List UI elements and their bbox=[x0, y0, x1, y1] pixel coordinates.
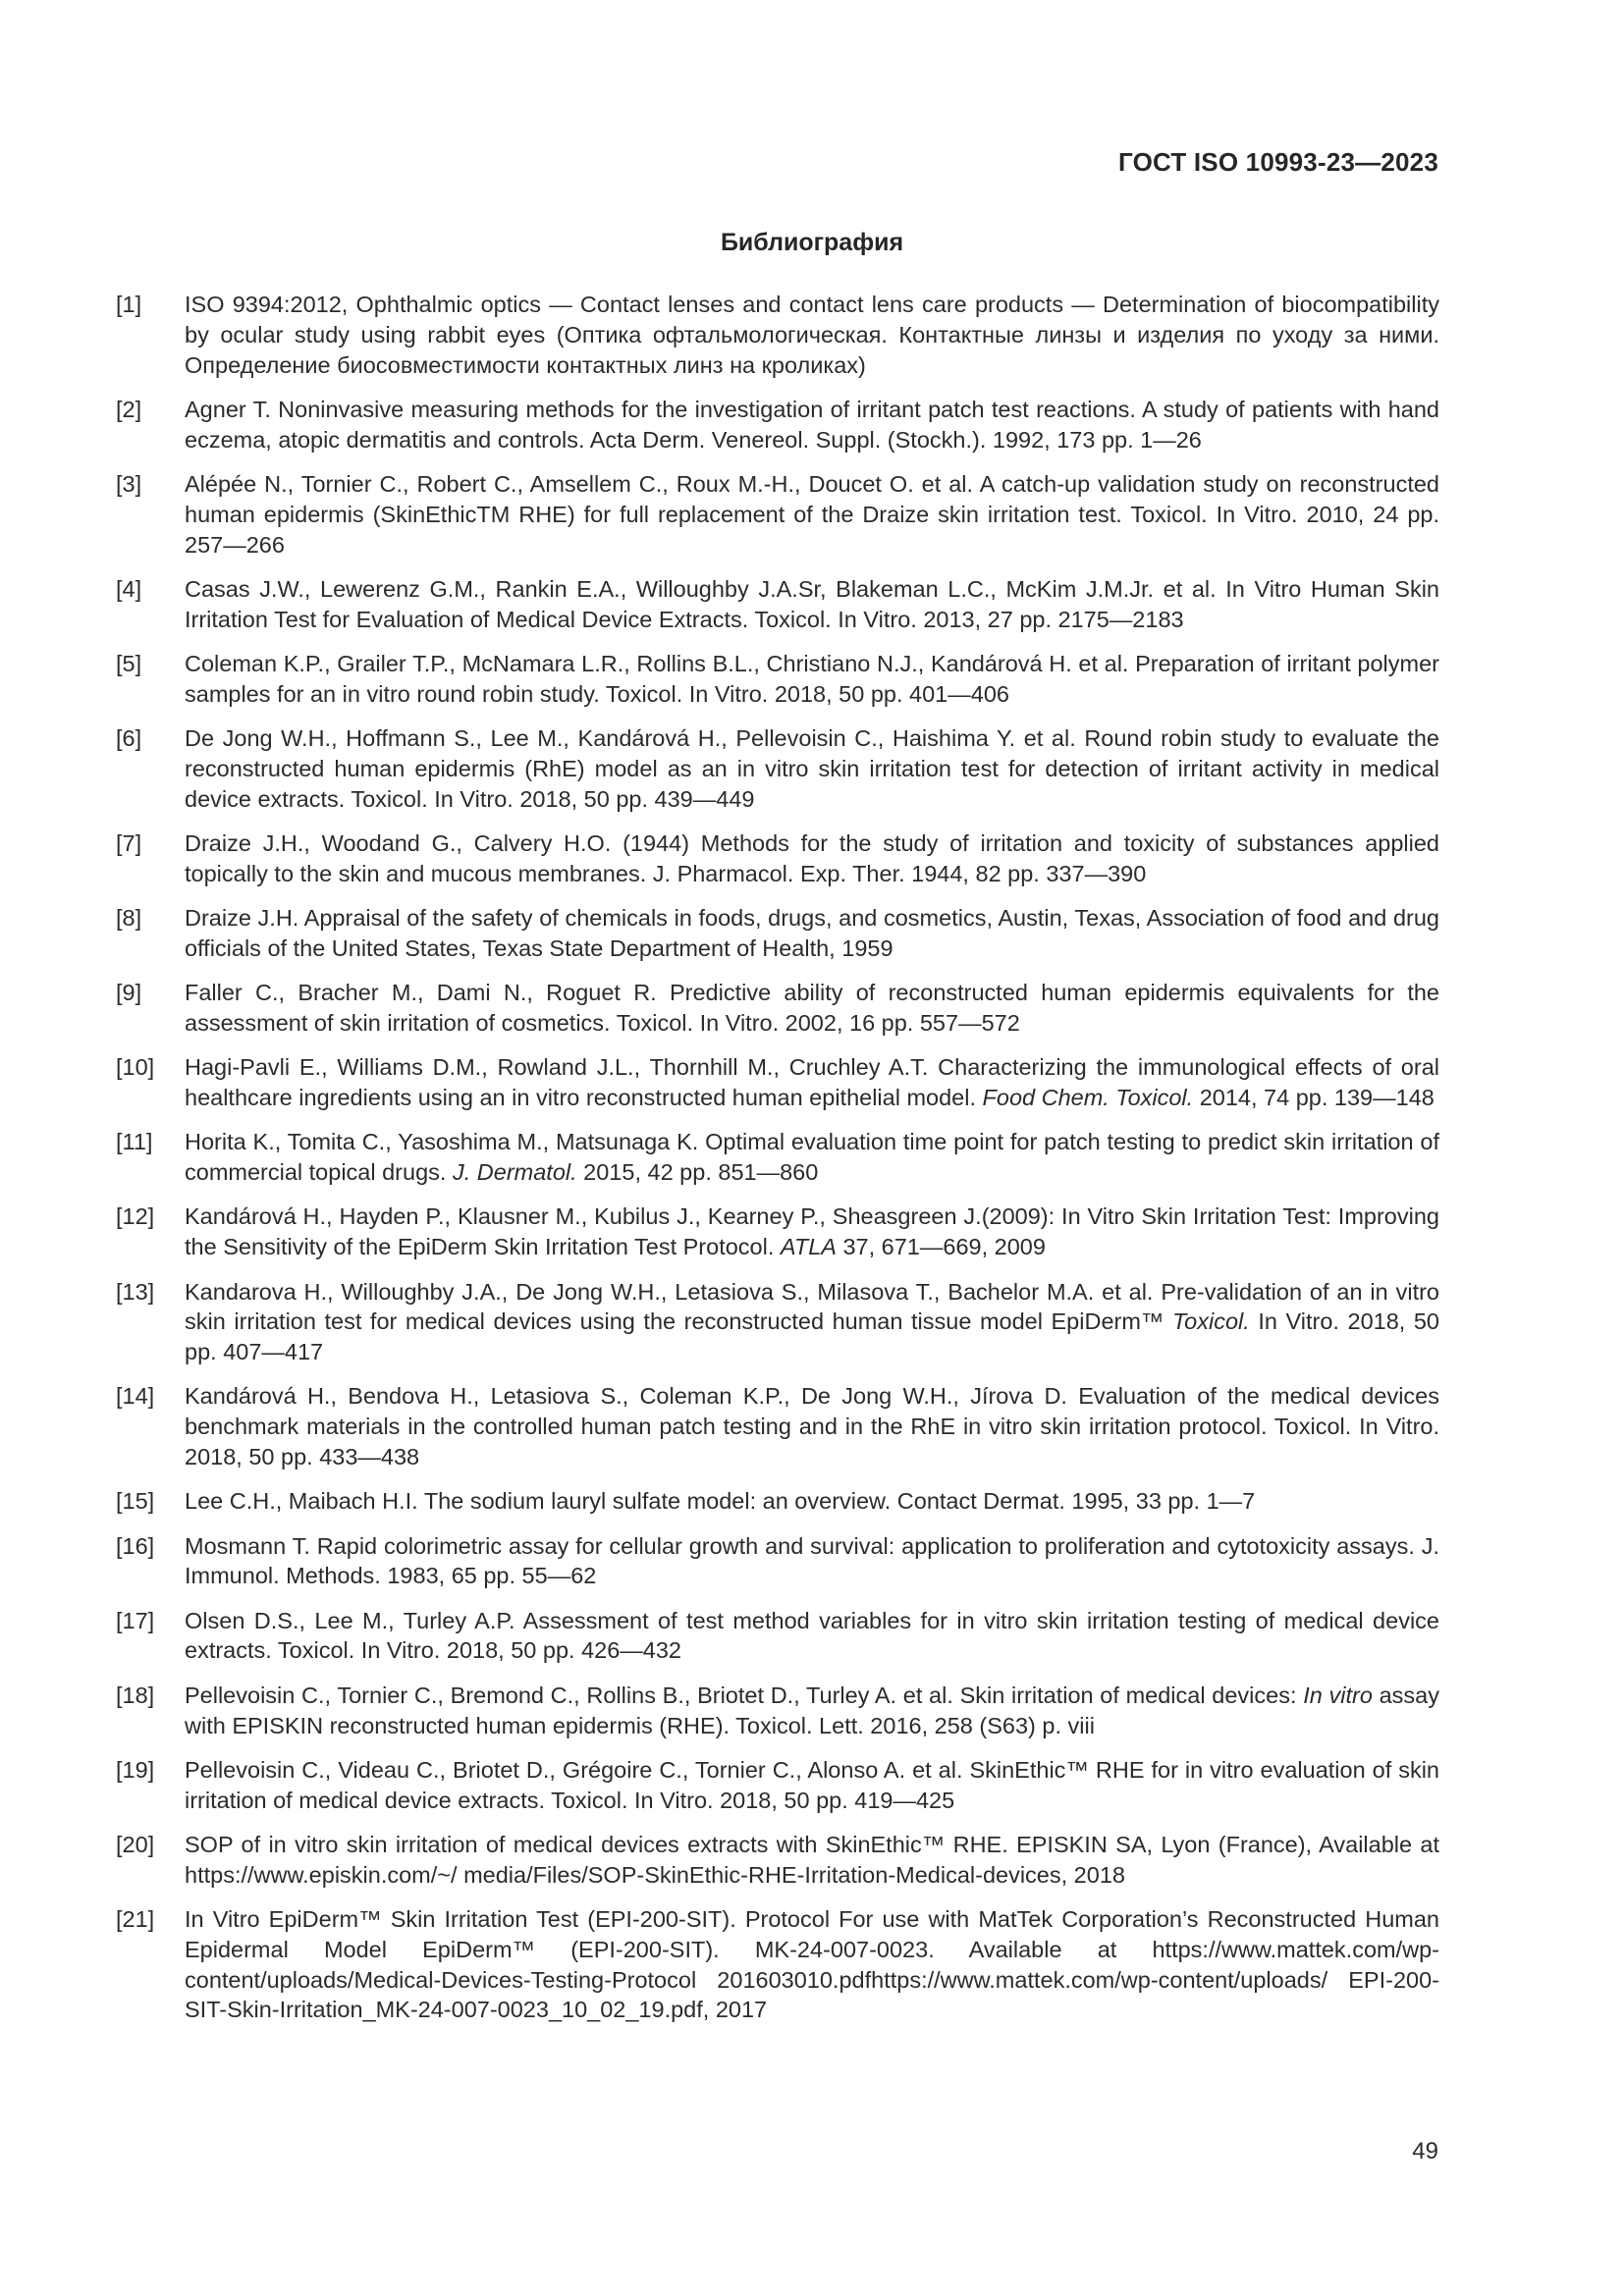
bibliography-entry bbox=[116, 290, 1439, 380]
bibliography-entry-number: [10] bbox=[116, 1054, 155, 1081]
citation-segment: De Jong W.H., Hoffmann S., Lee M., Kandárová H., Pellevoisin C., Haishima Y. et al. Round robin study to evaluate the reconstructed human epidermis (RhE) model as an in vitro skin irritation test for detection of irritant activity in medical device extracts. Toxicol. In Vitro. 2018, 50 pp. 439—449 bbox=[185, 725, 1439, 812]
bibliography-entry bbox=[116, 469, 1439, 560]
bibliography-entry bbox=[116, 1277, 1439, 1367]
bibliography-entry-text bbox=[185, 290, 1439, 380]
citation-segment: Hagi-Pavli E., Williams D.M., Rowland J.L., Thornhill M., Cruchley A.T. Characterizing the immunological effects of oral healthcare ingredients using an in vitro reconstructed human epithelial model. bbox=[185, 1054, 1439, 1111]
bibliography-entry bbox=[116, 1606, 1439, 1667]
citation-segment: SOP of in vitro skin irritation of medical devices extracts with SkinEthic™ RHE. EPISKIN SA, Lyon (France), Available at https://www.episkin.com/~/ media/Files/SOP-SkinEthic-RHE-Irritation-Medical-devices, 2018 bbox=[185, 1831, 1439, 1888]
bibliography-entry bbox=[116, 1904, 1439, 2025]
citation-segment: Draize J.H., Woodand G., Calvery H.O. (1944) Methods for the study of irritation and toxicity of substances applied topically to the skin and mucous membranes. J. Pharmacol. Exp. Ther. 1944, 82 pp. 337—390 bbox=[185, 829, 1439, 886]
bibliography-entry-number: [9] bbox=[116, 980, 142, 1006]
bibliography-entry-number: [13] bbox=[116, 1278, 155, 1305]
bibliography-entry-number: [14] bbox=[116, 1383, 155, 1410]
bibliography-entry bbox=[116, 574, 1439, 635]
italic-citation-segment: Toxicol. bbox=[1171, 1308, 1250, 1335]
bibliography-entry-text bbox=[185, 1606, 1439, 1667]
bibliography-entry-text bbox=[185, 1127, 1439, 1188]
bibliography-entry-text bbox=[185, 978, 1439, 1039]
bibliography-entry-number: [19] bbox=[116, 1756, 155, 1783]
citation-segment: 2015, 42 pp. 851—860 bbox=[576, 1159, 819, 1186]
bibliography-entry-number: [5] bbox=[116, 650, 142, 676]
bibliography-entry-text bbox=[185, 1277, 1439, 1367]
citation-segment: 37, 671—669, 2009 bbox=[836, 1234, 1046, 1260]
bibliography-entry bbox=[116, 395, 1439, 455]
bibliography-entry-text bbox=[185, 574, 1439, 635]
citation-segment: assay with EPISKIN reconstructed human epidermis (RHE). Toxicol. Lett. 2016, 258 (S63) p. viii bbox=[185, 1682, 1439, 1738]
italic-citation-segment: ATLA bbox=[780, 1234, 837, 1260]
bibliography-entry bbox=[116, 1127, 1439, 1188]
bibliography-entry-text bbox=[185, 1755, 1439, 1816]
italic-citation-segment: In vitro bbox=[1303, 1682, 1373, 1708]
bibliography-entry-text bbox=[185, 469, 1439, 560]
bibliography-entry-text bbox=[185, 1830, 1439, 1891]
bibliography-entry bbox=[116, 1681, 1439, 1741]
bibliography-entry-number: [2] bbox=[116, 396, 142, 422]
citation-segment: Olsen D.S., Lee M., Turley A.P. Assessment of test method variables for in vitro skin irritation testing of medical device extracts. Toxicol. In Vitro. 2018, 50 pp. 426—432 bbox=[185, 1607, 1439, 1664]
italic-citation-segment: J. Dermatol. bbox=[452, 1159, 577, 1186]
bibliography-entry-text bbox=[185, 903, 1439, 964]
bibliography-entry-text bbox=[185, 1681, 1439, 1741]
bibliography-entry bbox=[116, 1486, 1439, 1517]
bibliography-entry-number: [6] bbox=[116, 725, 142, 752]
citation-segment: Kandarova H., Willoughby J.A., De Jong W.H., Letasiova S., Milasova T., Bachelor M.A. et al. Pre-validation of an in vitro skin irritation test for medical devices using the reconstructed human tissue model EpiDerm™ bbox=[185, 1278, 1439, 1335]
bibliography-entry-text bbox=[185, 1052, 1439, 1113]
section-title: Библиография bbox=[720, 229, 904, 256]
bibliography-entry bbox=[116, 649, 1439, 710]
bibliography-entry-number: [12] bbox=[116, 1203, 155, 1230]
citation-segment: Lee C.H., Maibach H.I. The sodium lauryl sulfate model: an overview. Contact Dermat. 1995, 33 pp. 1—7 bbox=[185, 1488, 1256, 1515]
citation-segment: Draize J.H. Appraisal of the safety of chemicals in foods, drugs, and cosmetics, Austin, Texas, Association of food and drug officials of the United States, Texas State Department of Health, 1959 bbox=[185, 905, 1439, 961]
bibliography-entry bbox=[116, 723, 1439, 814]
bibliography-entry-number: [3] bbox=[116, 470, 142, 497]
citation-segment: Pellevoisin C., Tornier C., Bremond C., Rollins B., Briotet D., Turley A. et al. Skin irritation of medical devices: bbox=[185, 1682, 1304, 1708]
citation-segment: Casas J.W., Lewerenz G.M., Rankin E.A., Willoughby J.A.Sr, Blakeman L.C., McKim J.M.Jr. et al. In Vitro Human Skin Irritation Test for Evaluation of Medical Device Extracts. Toxicol. In Vitro. 2013, 27 pp. 2175—2183 bbox=[185, 575, 1439, 632]
bibliography-entry-number: [15] bbox=[116, 1488, 155, 1515]
bibliography-entry bbox=[116, 978, 1439, 1039]
citation-segment: Kandárová H., Hayden P., Klausner M., Kubilus J., Kearney P., Sheasgreen J.(2009): In Vitro Skin Irritation Test: Improving the Sensitivity of the EpiDerm Skin Irritation Test Protocol. bbox=[185, 1203, 1439, 1260]
bibliography-list bbox=[116, 290, 1439, 2040]
bibliography-entry bbox=[116, 1755, 1439, 1816]
bibliography-entry-number: [18] bbox=[116, 1682, 155, 1708]
bibliography-entry-text bbox=[185, 1531, 1439, 1592]
bibliography-entry bbox=[116, 1201, 1439, 1262]
bibliography-entry-text bbox=[185, 1486, 1439, 1517]
bibliography-entry-number: [11] bbox=[116, 1129, 153, 1155]
bibliography-entry-number: [7] bbox=[116, 829, 142, 856]
bibliography-entry bbox=[116, 1531, 1439, 1592]
citation-segment: Coleman K.P., Grailer T.P., McNamara L.R., Rollins B.L., Christiano N.J., Kandárová H. et al. Preparation of irritant polymer samples for an in vitro round robin study. Toxicol. In Vitro. 2018, 50 pp. 401—406 bbox=[185, 650, 1439, 707]
bibliography-entry-number: [21] bbox=[116, 1906, 155, 1933]
page-number: 49 bbox=[1412, 2138, 1438, 2164]
document-header-standard-id: ГОСТ ISO 10993-23—2023 bbox=[1118, 147, 1438, 177]
italic-citation-segment: Food Chem. Toxicol. bbox=[982, 1085, 1194, 1111]
bibliography-entry bbox=[116, 828, 1439, 889]
citation-segment: Kandárová H., Bendova H., Letasiova S., Coleman K.P., De Jong W.H., Jírova D. Evaluation of the medical devices benchmark materials in the controlled human patch testing and in the RhE in vitro skin irritation protocol. Toxicol. In Vitro. 2018, 50 pp. 433—438 bbox=[185, 1383, 1439, 1469]
bibliography-entry bbox=[116, 1381, 1439, 1471]
citation-segment: Horita K., Tomita C., Yasoshima M., Matsunaga K. Optimal evaluation time point for patch testing to predict skin irritation of commercial topical drugs. bbox=[185, 1129, 1439, 1186]
citation-segment: Pellevoisin C., Videau C., Briotet D., Grégoire C., Tornier C., Alonso A. et al. SkinEthic™ RHE for in vitro evaluation of skin irritation of medical device extracts. Toxicol. In Vitro. 2018, 50 pp. 419—425 bbox=[185, 1756, 1439, 1813]
citation-segment: Alépée N., Tornier C., Robert C., Amsellem C., Roux M.-H., Doucet O. et al. A catch-up validation study on reconstructed human epidermis (SkinEthicTM RHE) for full replacement of the Draize skin irritation test. Toxicol. In Vitro. 2010, 24 pp. 257—266 bbox=[185, 470, 1439, 558]
bibliography-entry-number: [17] bbox=[116, 1607, 155, 1633]
citation-segment: ISO 9394:2012, Ophthalmic optics — Contact lenses and contact lens care products — Determination of biocompatibility by ocular study using rabbit eyes (Оптика офтальмологическая. Контактные линзы и изделия по уходу за ними. Определение биосовместимости контактных линз на кроликах) bbox=[185, 292, 1439, 378]
bibliography-entry-number: [16] bbox=[116, 1532, 155, 1559]
bibliography-entry-number: [4] bbox=[116, 575, 142, 602]
citation-segment: Faller C., Bracher M., Dami N., Roguet R. Predictive ability of reconstructed human epidermis equivalents for the assessment of skin irritation of cosmetics. Toxicol. In Vitro. 2002, 16 pp. 557—572 bbox=[185, 980, 1439, 1036]
citation-segment: In Vitro. 2018, 50 pp. 407—417 bbox=[185, 1308, 1440, 1365]
citation-segment: Mosmann T. Rapid colorimetric assay for cellular growth and survival: application to proliferation and cytotoxicity assays. J. Immunol. Methods. 1983, 65 pp. 55—62 bbox=[185, 1532, 1439, 1589]
bibliography-entry-text bbox=[185, 649, 1439, 710]
bibliography-entry-text bbox=[185, 828, 1439, 889]
bibliography-entry bbox=[116, 1830, 1439, 1891]
bibliography-entry-text bbox=[185, 1201, 1439, 1262]
citation-segment: In Vitro EpiDerm™ Skin Irritation Test (EPI-200-SIT). Protocol For use with MatTek Corporation’s Reconstructed Human Epidermal Model EpiDerm™ (EPI-200-SIT). MK-24-007-0023. Available at https://www.mattek.com/wp-content/uploads/Medical-Devices-Testing-Protocol 201603010.pdfhttps://www.mattek.com/wp-content/uploads/ EPI-200-SIT-Skin-Irritation_MK-24-007-0023_10_02_19.pdf, 2017 bbox=[185, 1906, 1439, 2023]
bibliography-entry-number: [8] bbox=[116, 905, 142, 932]
bibliography-entry-text bbox=[185, 723, 1439, 814]
bibliography-entry-text bbox=[185, 1904, 1439, 2025]
bibliography-entry-number: [20] bbox=[116, 1831, 155, 1857]
bibliography-entry-text bbox=[185, 395, 1439, 455]
citation-segment: Agner T. Noninvasive measuring methods for the investigation of irritant patch test reactions. A study of patients with hand eczema, atopic dermatitis and controls. Acta Derm. Venereol. Suppl. (Stockh.). 1992, 173 pp. 1—26 bbox=[185, 396, 1439, 453]
bibliography-entry bbox=[116, 903, 1439, 964]
bibliography-entry-text bbox=[185, 1381, 1439, 1471]
bibliography-entry bbox=[116, 1052, 1439, 1113]
citation-segment: 2014, 74 pp. 139—148 bbox=[1193, 1085, 1435, 1111]
bibliography-entry-number: [1] bbox=[116, 292, 142, 317]
